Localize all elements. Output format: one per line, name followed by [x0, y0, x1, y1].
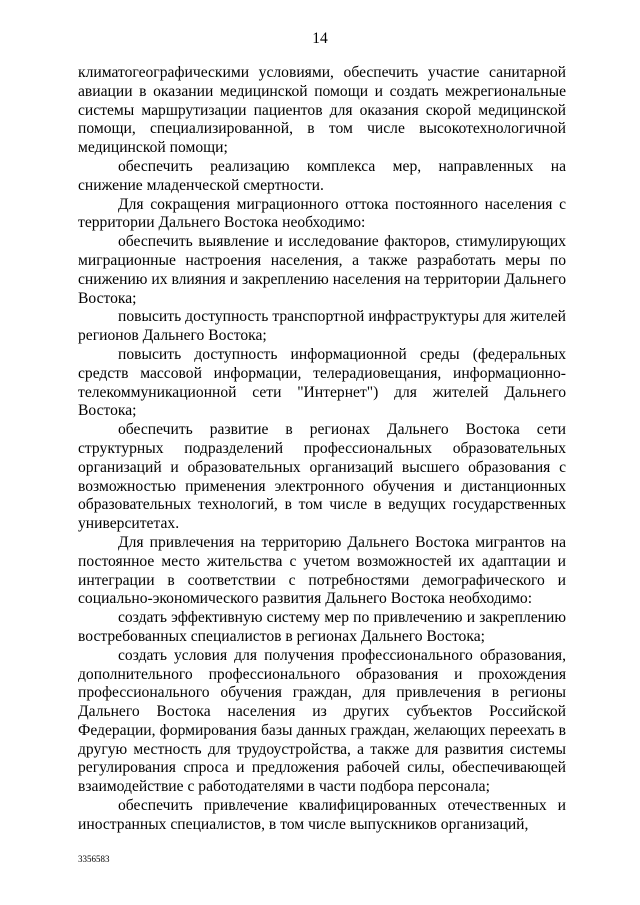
- paragraph: обеспечить развитие в регионах Дальнего Востока сети структурных подразделений профессиональных образовательных организаций и образовательных организаций высшего образования с возможностью применения электронного обучения и дистанционных образовательных технологий, в том числе в ведущих государственных университетах.: [78, 421, 566, 533]
- document-body: [78, 64, 566, 835]
- paragraph: Для привлечения на территорию Дальнего Востока мигрантов на постоянное место жительства с учетом возможностей их адаптации и интеграции в соответствии с потребностями демографического и социально-экономического развития Дальнего Востока необходимо:: [78, 533, 566, 608]
- document-code: 3356583: [78, 854, 110, 864]
- paragraph: климатогеографическими условиями, обеспечить участие санитарной авиации в оказании медицинской помощи и создать межрегиональные системы маршрутизации пациентов для оказания скорой медицинской помощи, специализированной, в том числе высокотехнологичной медицинской помощи;: [78, 64, 566, 157]
- paragraph: создать эффективную систему мер по привлечению и закреплению востребованных специалистов в регионах Дальнего Востока;: [78, 609, 566, 645]
- paragraph: обеспечить привлечение квалифицированных отечественных и иностранных специалистов, в том числе выпускников организаций,: [78, 797, 566, 833]
- paragraph: обеспечить выявление и исследование факторов, стимулирующих миграционные настроения населения, а также разработать меры по снижению их влияния и закреплению населения на территории Дальнего Востока;: [78, 233, 566, 307]
- paragraph: повысить доступность транспортной инфраструктуры для жителей регионов Дальнего Востока;: [78, 308, 566, 345]
- paragraph: обеспечить реализацию комплекса мер, направленных на снижение младенческой смертности.: [78, 157, 566, 194]
- page-number: 14: [312, 30, 328, 47]
- paragraph: повысить доступность информационной среды (федеральных средств массовой информации, телерадиовещания, информационно-телекоммуникационной сети "Интернет") для жителей Дальнего Востока;: [78, 345, 566, 420]
- paragraph: Для сокращения миграционного оттока постоянного населения с территории Дальнего Востока необходимо:: [78, 195, 566, 232]
- paragraph: создать условия для получения профессионального образования, дополнительного профессионального образования и прохождения профессионального обучения граждан, для привлечения в регионы Дальнего Востока населения из других субъектов Российской Федерации, формирования базы данных граждан, желающих переехать в другую местность для трудоустройства, а также для развития системы регулирования спроса и предложения рабочей силы, обеспечивающей взаимодействие с работодателями в части подбора персонала;: [78, 646, 566, 796]
